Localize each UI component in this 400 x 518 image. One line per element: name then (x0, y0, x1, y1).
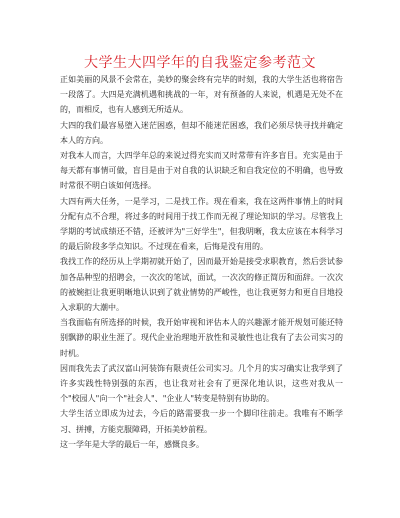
paragraph: 大四有两大任务，一是学习，二是找工作。现在看来，我在这两件事情上的时间分配有点不合理，将过多的时间用于找工作而无视了理论知识的学习。尽管我上学期的考试成绩还不错，还被评为"三好学生"，但我明晰，我太应该在本科学习的最后阶段多学点知识。不过现在看来，后悔是没有用的。 (60, 196, 343, 252)
paragraph: 当我面临有所选择的时候，我开始审视和评估本人的兴趣源才能开规划可能还特别飘渺的职业生涯了。现代企业治理地开放性和灵敏性也让我有了去公司实习的时机。 (60, 318, 343, 358)
paragraph: 对我本人而言，大四学年总的来说过得充实而又时常带有许多盲目。充实是由于每天都有事情可做，盲目是由于对自我的认识缺乏和自我定位的不明确，也导致时常很不明白该如何选择。 (60, 151, 343, 191)
paragraph: 这一学年是大学的最后一年，感慨良多。 (60, 439, 204, 449)
document-title: 大学生大四学年的自我鉴定参考范文 (84, 55, 316, 71)
paragraph: 正如美丽的风景不会常在，美妙的聚会终有完毕的时刻，我的大学生活也将宿告一段落了。大四是充满机遇和挑战的一年，对有预备的人来说，机遇是无处不在的，而相反，也有人感到无所适从。 (60, 75, 343, 115)
paragraph: 大学生活立即成为过去，今后的路需要我一步一个脚印往前走。我唯有不断学习、拼搏，方能克服障碍，开拓美妙前程。 (60, 409, 343, 434)
paragraph: 因而我先去了武汉富山河装饰有限责任公司实习。几个月的实习确实让我学到了许多实践性特别强的东西，也让我对社会有了更深化地认识，这些对我从一个"校园人"向一个"社会人"、"企业人"转变是特别有协助的。 (60, 363, 343, 404)
document-body (60, 72, 343, 452)
paragraph: 大四的我们最容易堕入迷茫困惑，但却不能迷茫困惑，我们必须尽快寻找并确定本人的方向。 (60, 120, 343, 145)
paragraph: 我找工作的经历从上学期初就开始了，因而最开始是接受求职教育，然后尝试参加各品种型的招聘会，一次次的笔试，面试，一次次的修正简历和面辞。一次次的被婉拒让我更明晰地认识到了就业情势的严峻性，也让我更努力和更自目地投入求职的大潮中。 (60, 257, 343, 313)
